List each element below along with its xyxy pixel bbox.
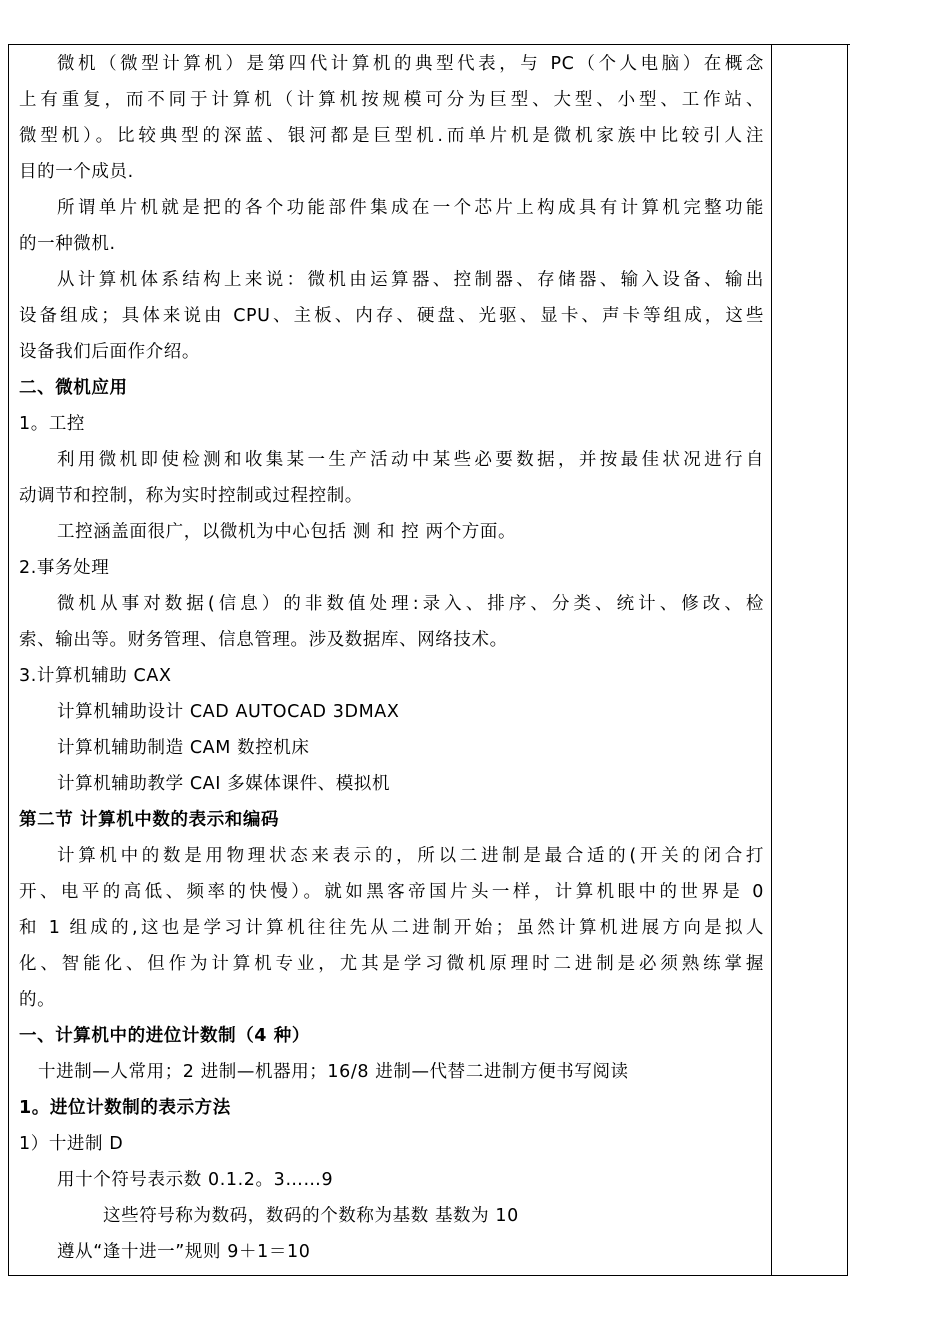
list-item: 计算机辅助设计 CAD AUTOCAD 3DMAX — [57, 702, 400, 722]
paragraph-line: 目的一个成员. — [19, 162, 134, 182]
paragraph-line: 工控涵盖面很广，以微机为中心包括 测 和 控 两个方面。 — [57, 522, 517, 542]
list-item: 计算机辅助教学 CAI 多媒体课件、模拟机 — [57, 774, 391, 794]
paragraph-line: 动调节和控制，称为实时控制或过程控制。 — [19, 486, 363, 506]
subsection-heading: 2.事务处理 — [19, 558, 110, 578]
list-item: 计算机辅助制造 CAM 数控机床 — [57, 738, 310, 758]
paragraph-line: 遵从“逢十进一”规则 9＋1＝10 — [57, 1242, 311, 1262]
paragraph-line: 设备组成；具体来说由 CPU、主板、内存、硬盘、光驱、显卡、声卡等组成，这些 — [19, 306, 764, 326]
paragraph-line: 化、智能化、但作为计算机专业，尤其是学习微机原理时二进制是必须熟练掌握 — [19, 954, 764, 974]
subsection-heading: 3.计算机辅助 CAX — [19, 666, 172, 686]
paragraph-line: 上有重复，而不同于计算机（计算机按规模可分为巨型、大型、小型、工作站、 — [19, 90, 764, 110]
paragraph-line: 利用微机即使检测和收集某一生产活动中某些必要数据，并按最佳状况进行自 — [57, 450, 764, 470]
subsection-heading: 1。进位计数制的表示方法 — [19, 1098, 231, 1118]
paragraph-line: 微机（微型计算机）是第四代计算机的典型代表，与 PC（个人电脑）在概念 — [57, 54, 764, 74]
paragraph-line: 的。 — [19, 990, 56, 1010]
paragraph-line: 的一种微机. — [19, 234, 116, 254]
paragraph-line: 设备我们后面作介绍。 — [19, 342, 200, 362]
paragraph-line: 所谓单片机就是把的各个功能部件集成在一个芯片上构成具有计算机完整功能 — [57, 198, 764, 218]
paragraph-line: 十进制—人常用；2 进制—机器用；16/8 进制—代替二进制方便书写阅读 — [38, 1062, 629, 1082]
section-heading: 一、计算机中的进位计数制（4 种） — [19, 1026, 310, 1046]
paragraph-line: 微型机）。比较典型的深蓝、银河都是巨型机.而单片机是微机家族中比较引人注 — [19, 126, 764, 146]
paragraph-line: 用十个符号表示数 0.1.2。3……9 — [57, 1170, 334, 1190]
paragraph-line: 微机从事对数据(信息）的非数值处理:录入、排序、分类、统计、修改、检 — [57, 594, 764, 614]
subsection-heading: 1）十进制 D — [19, 1134, 124, 1154]
section-heading: 二、微机应用 — [19, 378, 128, 398]
section-heading: 第二节 计算机中数的表示和编码 — [19, 810, 280, 830]
column-divider — [771, 44, 772, 1276]
subsection-heading: 1。工控 — [19, 414, 86, 434]
paragraph-line: 这些符号称为数码，数码的个数称为基数 基数为 10 — [103, 1206, 519, 1226]
document-body — [19, 46, 764, 1270]
paragraph-line: 索、输出等。财务管理、信息管理。涉及数据库、网络技术。 — [19, 630, 508, 650]
paragraph-line: 和 1 组成的,这也是学习计算机往往先从二进制开始；虽然计算机进展方向是拟人 — [19, 918, 764, 938]
paragraph-line: 计算机中的数是用物理状态来表示的，所以二进制是最合适的(开关的闭合打 — [57, 846, 764, 866]
paragraph-line: 开、电平的高低、频率的快慢）。就如黑客帝国片头一样，计算机眼中的世界是 0 — [19, 882, 764, 902]
paragraph-line: 从计算机体系结构上来说：微机由运算器、控制器、存储器、输入设备、输出 — [57, 270, 764, 290]
